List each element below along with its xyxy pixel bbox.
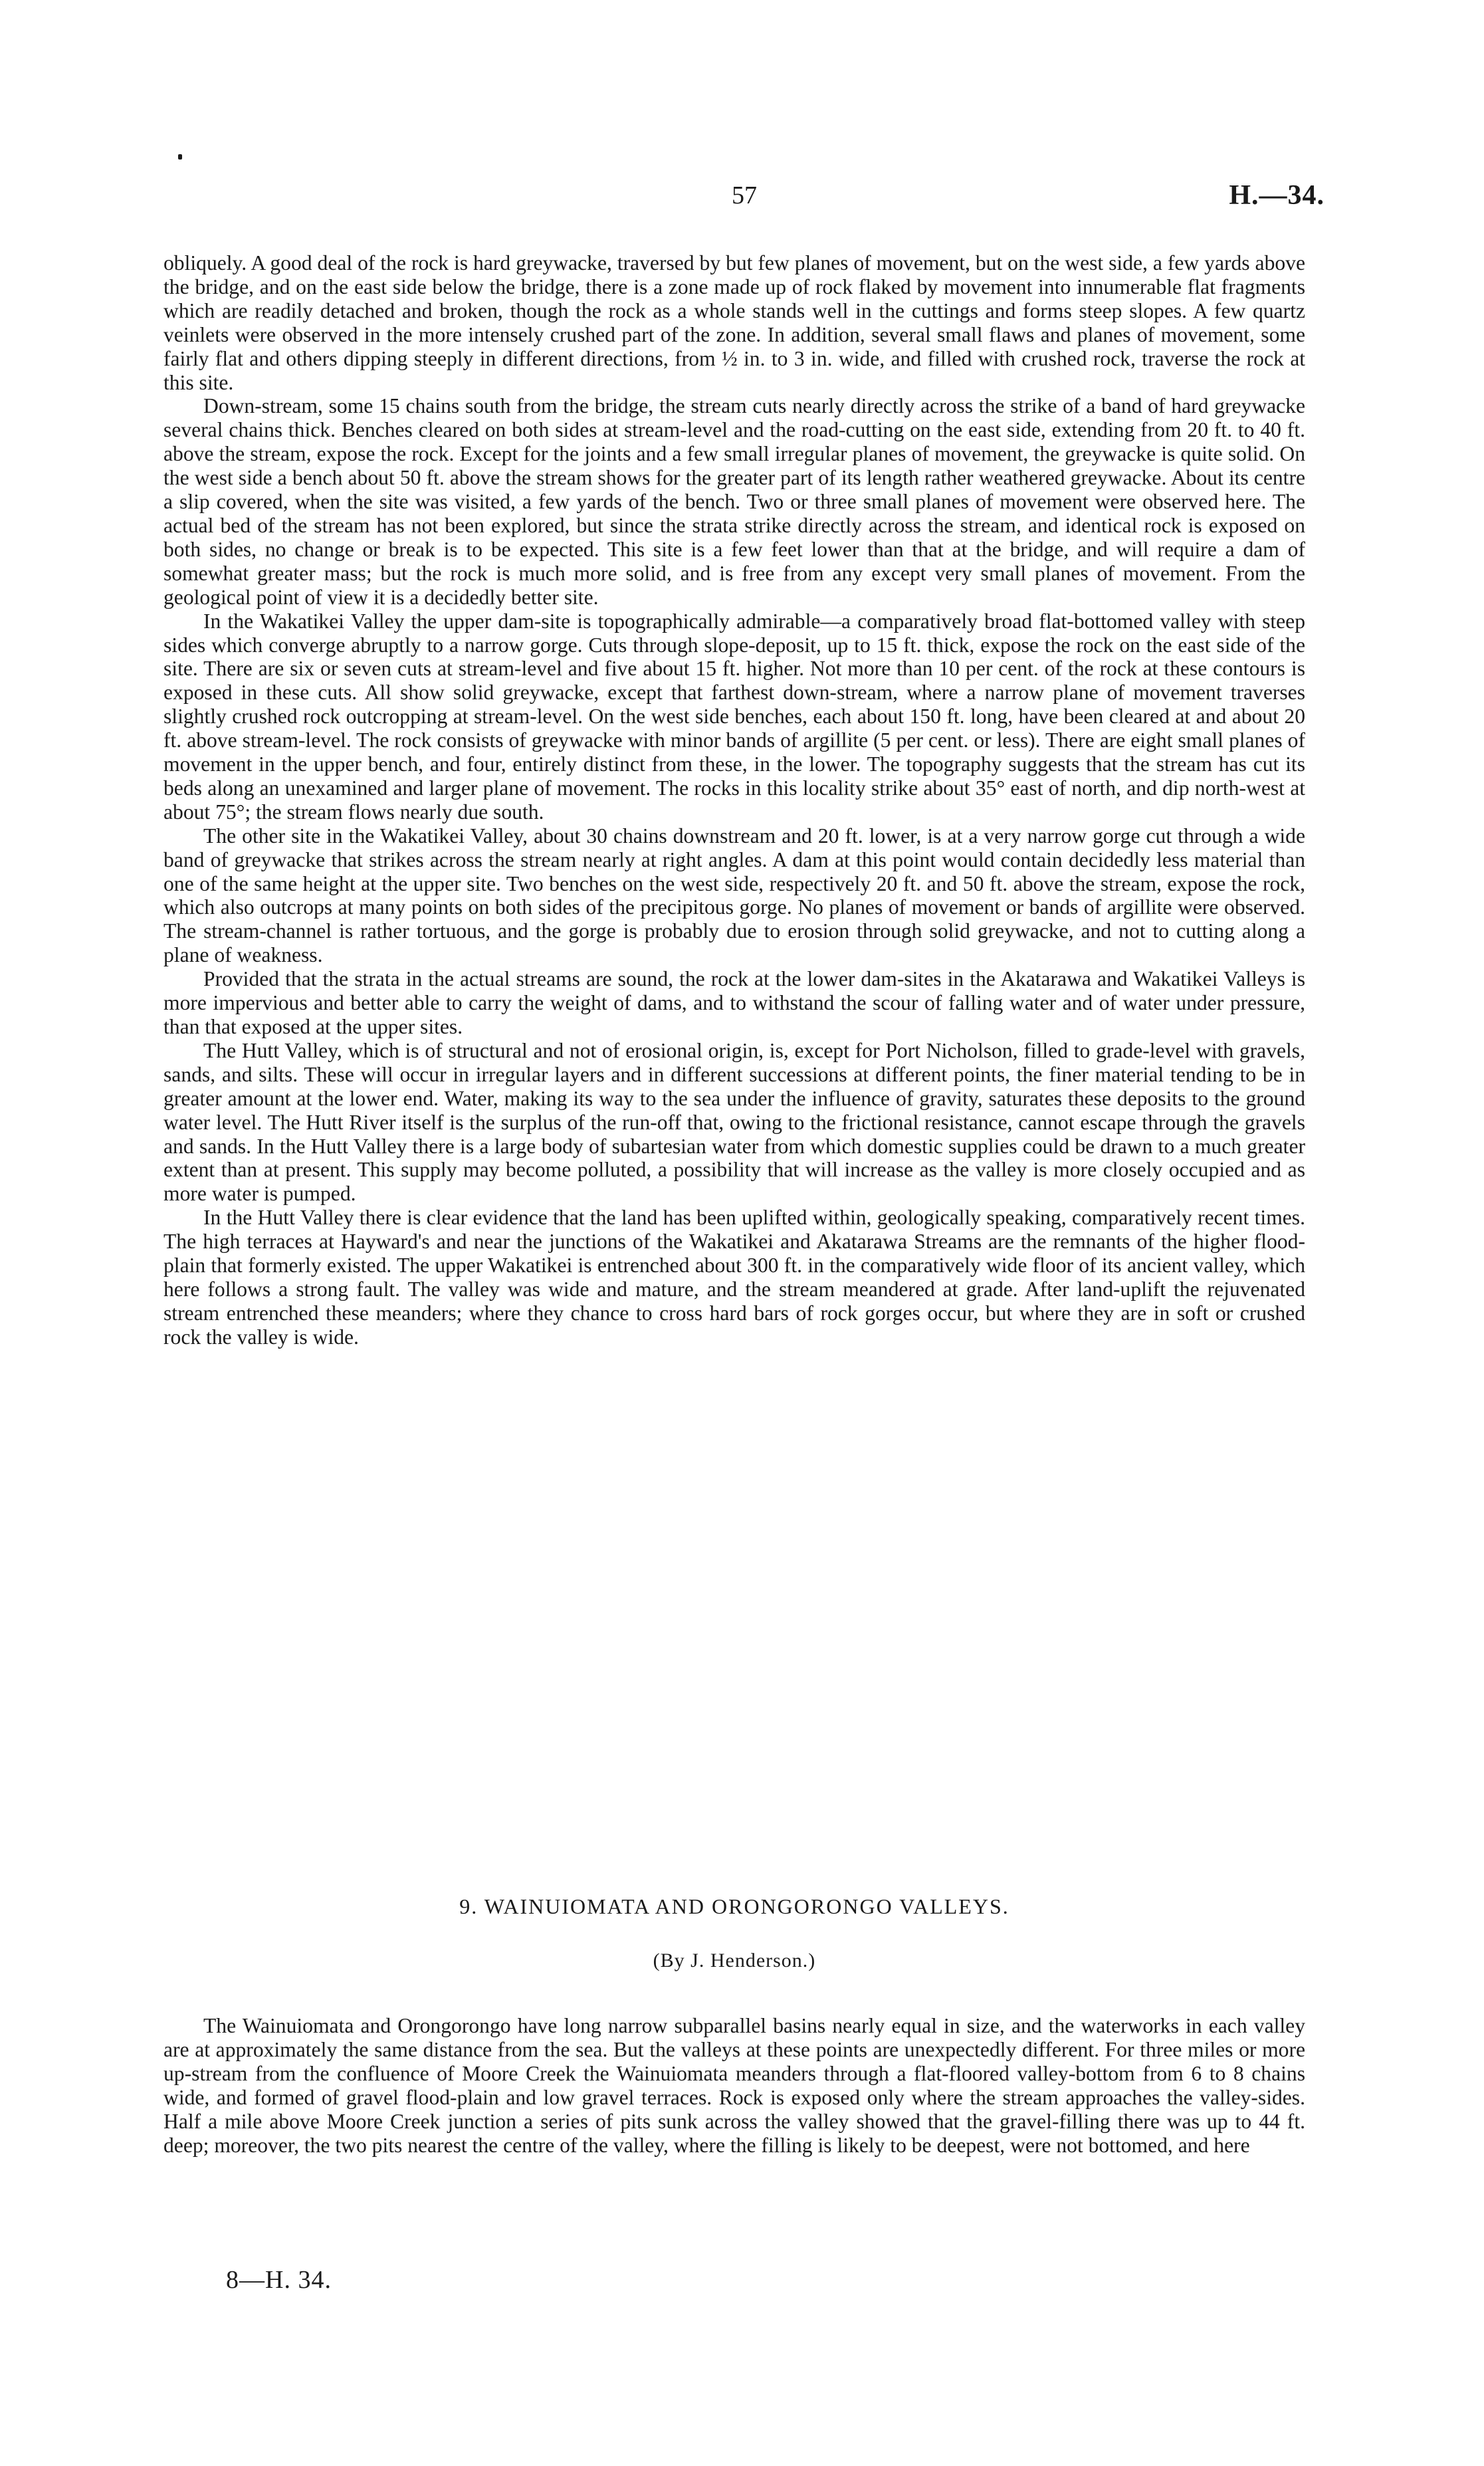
page-number: 57	[732, 181, 757, 209]
paragraph-wakatikei-upper-site: In the Wakatikei Valley the upper dam-site is topographically admirable—a comparatively broad flat-bottomed valley with steep sides which converge abruptly to a narrow gorge. Cuts through slope-deposit, up to 15 ft. thick, expose the rock on the east side of the site. There are six or seven cuts at stream-level and five about 15 ft. higher. Not more than 10 per cent. of the rock at these contours is exposed in these cuts. All show solid greywacke, except that farthest down-stream, where a narrow plane of movement traverses slightly crushed rock outcropping at stream-level. On the west side benches, each about 150 ft. long, have been cleared at and about 20 ft. above stream-level. The rock consists of greywacke with minor bands of argillite (5 per cent. or less). There are eight small planes of movement in the upper bench, and four, entirely distinct from these, in the lower. The topography suggests that the stream has cut its beds along an unexamined and larger plane of movement. The rocks in this locality strike about 35° east of north, and dip north-west at about 75°; the stream flows nearly due south.	[163, 609, 1305, 824]
paragraph-wainuiomata-intro: The Wainuiomata and Orongorongo have long narrow subparallel basins nearly equal in size, and the waterworks in each valley are at approximately the same distance from the sea. But the valleys at these points are unexpectedly different. For three miles or more up-stream from the confluence of Moore Creek the Wainuiomata meanders through a flat-floored valley-bottom from 6 to 8 chains wide, and formed of gravel flood-plain and low gravel terraces. Rock is exposed only where the stream approaches the valley-sides. Half a mile above Moore Creek junction a series of pits sunk across the valley showed that the gravel-filling there was up to 44 ft. deep; moreover, the two pits nearest the centre of the valley, where the filling is likely to be deepest, were not bottomed, and here	[163, 2014, 1305, 2157]
stray-mark	[178, 154, 182, 160]
paragraph-hutt-valley-structure: The Hutt Valley, which is of structural and not of erosional origin, is, except for Port Nicholson, filled to grade-level with gravels, sands, and silts. These will occur in irregular layers and in different successions at different points, the finer material tending to be in greater amount at the lower end. Water, making its way to the sea under the influence of gravity, saturates these deposits to the ground water level. The Hutt River itself is the surplus of the run-off that, owing to the frictional resistance, cannot escape through the gravels and sands. In the Hutt Valley there is a large body of subartesian water from which domestic supplies could be drawn to a much greater extent than at present. This supply may become polluted, a possibility that will increase as the valley is more closely occupied and as more water is pumped.	[163, 1038, 1305, 1206]
document-reference: H.—34.	[1229, 180, 1325, 211]
paragraph-continuation: obliquely. A good deal of the rock is hard greywacke, traversed by but few planes of movement, but on the west side, a few yards above the bridge, and on the east side below the bridge, there is a zone made up of rock flaked by movement into innumerable flat fragments which are readily detached and broken, though the rock as a whole stands well in the cuttings and forms steep slopes. A few quartz veinlets were observed in the more intensely crushed part of the zone. In addition, several small flaws and planes of movement, some fairly flat and others dipping steeply in different directions, from ½ in. to 3 in. wide, and filled with crushed rock, traverse the rock at this site.	[163, 251, 1305, 394]
section-byline: (By J. Henderson.)	[653, 1950, 816, 1971]
paragraph-lower-dam-sites: Provided that the strata in the actual streams are sound, the rock at the lower dam-sites in the Akatarawa and Wakatikei Valleys is more impervious and better able to carry the weight of dams, and to withstand the scour of falling water and of water under pressure, than that exposed at the upper sites.	[163, 967, 1305, 1038]
section-text	[163, 2014, 1305, 2157]
paragraph-wakatikei-lower-site: The other site in the Wakatikei Valley, about 30 chains downstream and 20 ft. lower, is at a very narrow gorge cut through a wide band of greywacke that strikes across the stream nearly at right angles. A dam at this point would contain decidedly less material than one of the same height at the upper site. Two benches on the west side, respectively 20 ft. and 50 ft. above the stream, expose the rock, which also outcrops at many points on both sides of the precipitous gorge. No planes of movement or bands of argillite were observed. The stream-channel is rather tortuous, and the gorge is probably due to erosion through solid greywacke, and not to cutting along a plane of weakness.	[163, 824, 1305, 967]
footer-signature: 8—H. 34.	[226, 2266, 332, 2294]
paragraph-hutt-valley-uplift: In the Hutt Valley there is clear evidence that the land has been uplifted within, geologically speaking, comparatively recent times. The high terraces at Hayward's and near the junctions of the Wakatikei and Akatarawa Streams are the remnants of the higher flood-plain that formerly existed. The upper Wakatikei is entrenched about 300 ft. in the comparatively wide floor of its ancient valley, which here follows a strong fault. The valley was wide and mature, and the stream meandered at grade. After land-uplift the rejuvenated stream entrenched these meanders; where they chance to cross hard bars of rock gorges occur, but where they are in soft or crushed rock the valley is wide.	[163, 1206, 1305, 1349]
paragraph-downstream-site: Down-stream, some 15 chains south from the bridge, the stream cuts nearly directly across the strike of a band of hard greywacke several chains thick. Benches cleared on both sides at stream-level and the road-cutting on the east side, extending from 20 ft. to 40 ft. above the stream, expose the rock. Except for the joints and a few small irregular planes of movement, the greywacke is quite solid. On the west side a bench about 50 ft. above the stream shows for the greater part of its length rather weathered greywacke. About its centre a slip covered, when the site was visited, a few yards of the bench. Two or three small planes of movement were observed here. The actual bed of the stream has not been explored, but since the strata strike directly across the stream, and identical rock is exposed on both sides, no change or break is to be expected. This site is a few feet lower than that at the bridge, and will require a dam of somewhat greater mass; but the rock is much more solid, and is free from any except very small planes of movement. From the geological point of view it is a decidedly better site.	[163, 394, 1305, 609]
section-heading: 9. WAINUIOMATA AND ORONGORONGO VALLEYS.	[459, 1894, 1009, 1918]
main-text	[163, 251, 1305, 1349]
